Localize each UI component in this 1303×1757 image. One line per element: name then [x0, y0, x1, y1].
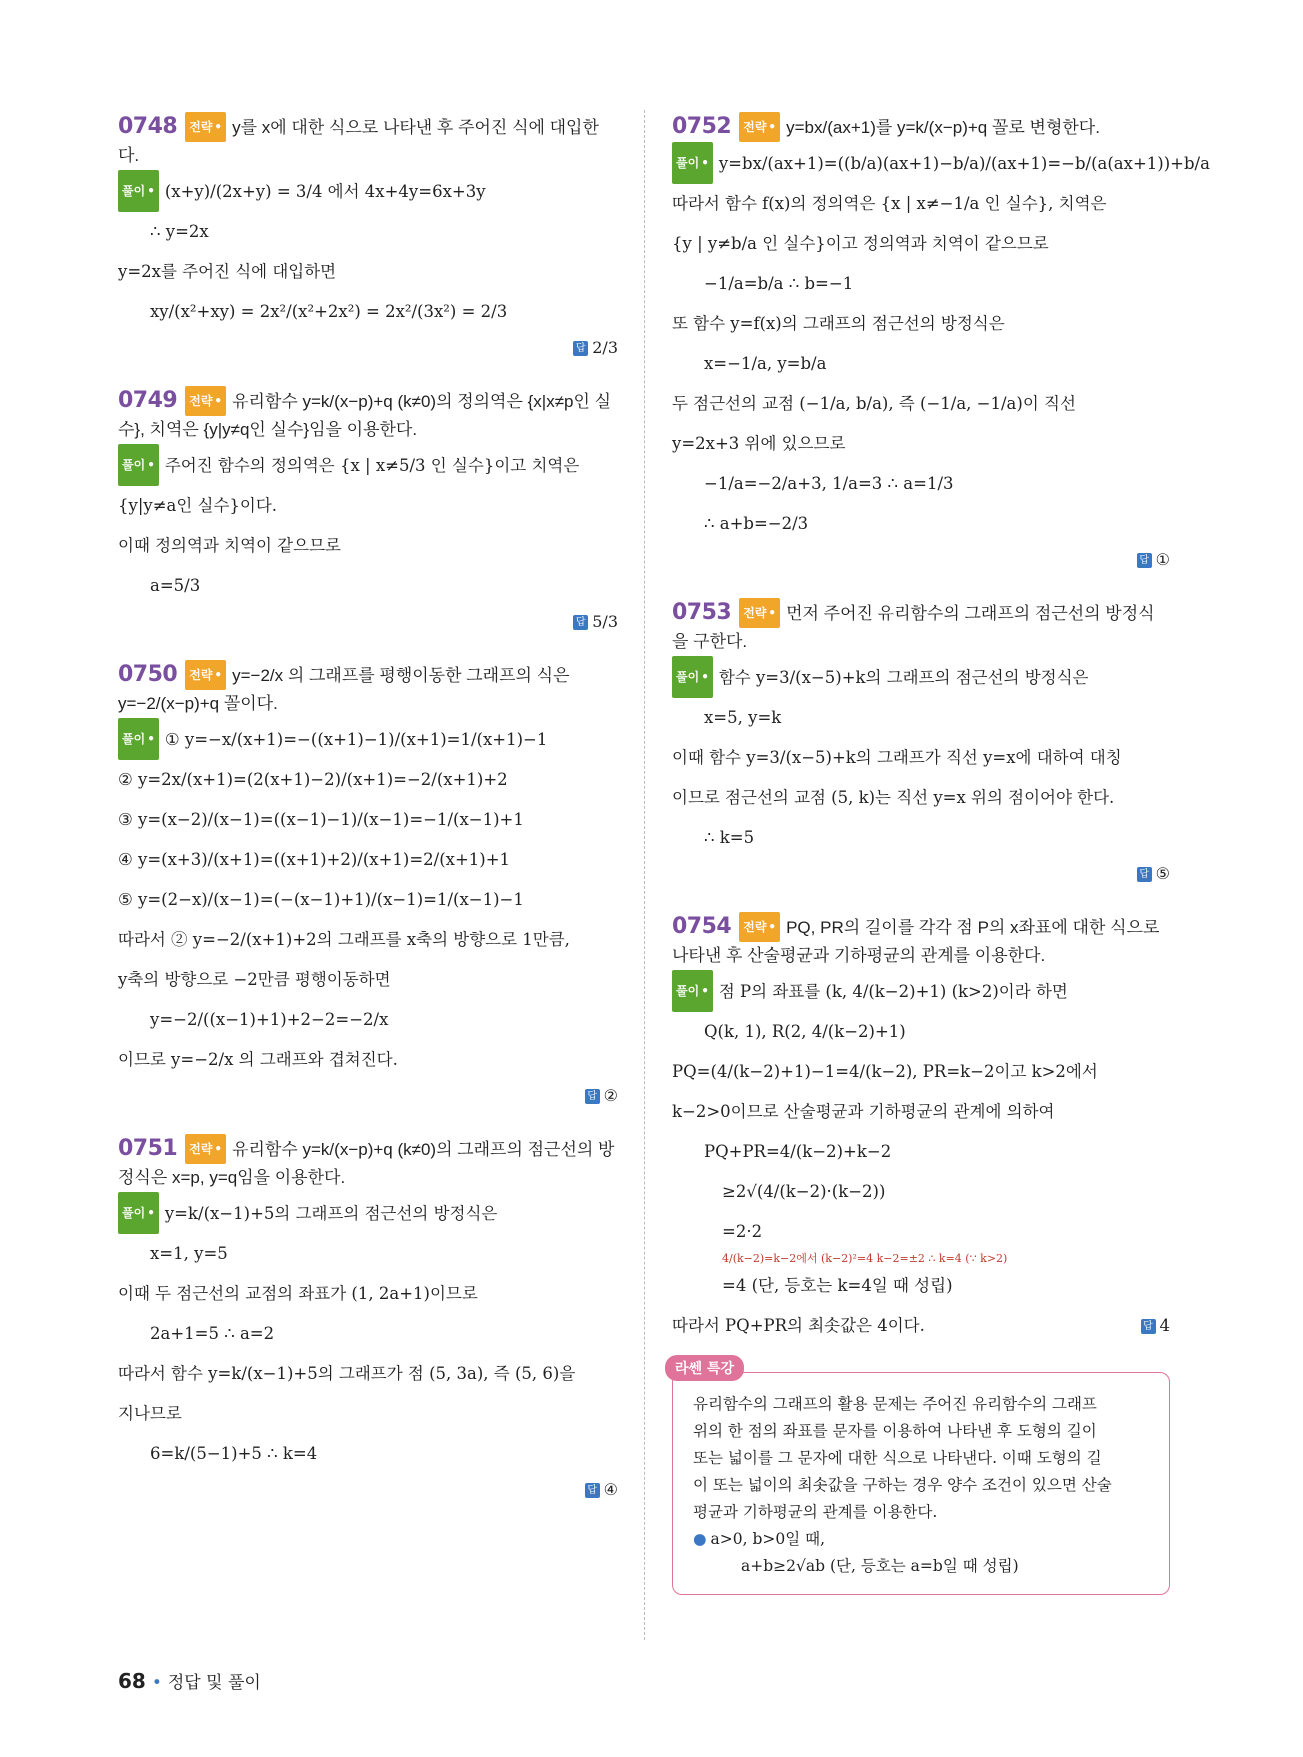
problem-number: 0751	[118, 1136, 178, 1161]
solution-line: y=2x를 주어진 식에 대입하면	[118, 262, 337, 281]
problem-0754	[672, 912, 1170, 1346]
answer	[118, 1474, 618, 1506]
solution-line: ⑤ y=(2−x)/(x−1)=(−(x−1)+1)/(x−1)=1/(x−1)−1	[118, 890, 524, 909]
solution-line: ∴ a+b=−2/3	[704, 514, 809, 533]
problem-0752	[672, 112, 1210, 576]
solution-tag: 풀이 •	[118, 718, 159, 760]
strategy-text: PQ, PR의 길이를 각각 점 P의 x좌표에 대한 식으로 나타낸 후 산술평균과 기하평균의 관계를 이용한다.	[672, 918, 1160, 965]
tip-line: 위의 한 점의 좌표를 문자를 이용하여 나타낸 후 도형의 길이	[693, 1422, 1097, 1440]
solution-line: y=bx/(ax+1)=((b/a)(ax+1)−b/a)/(ax+1)=−b/(a(ax+1))+b/a	[718, 154, 1210, 173]
strategy-tag: 전략 •	[739, 912, 780, 942]
solution-line: a=5/3	[150, 576, 201, 595]
solution-line: −1/a=b/a ∴ b=−1	[704, 274, 854, 293]
answer	[1141, 1306, 1171, 1346]
bullet-icon: ●	[693, 1530, 707, 1548]
tip-line: a+b≥2√ab (단, 등호는 a=b일 때 성립)	[741, 1557, 1019, 1575]
solution-line: 따라서 함수 f(x)의 정의역은 {x | x≠−1/a 인 실수}, 치역은	[672, 194, 1107, 213]
page-footer	[118, 1668, 261, 1693]
solution-line: 이때 두 점근선의 교점의 좌표가 (1, 2a+1)이므로	[118, 1284, 478, 1303]
strategy-text: y를 x에 대한 식으로 나타낸 후 주어진 식에 대입한다.	[118, 118, 599, 165]
solution-line: −1/a=−2/a+3, 1/a=3 ∴ a=1/3	[704, 474, 954, 493]
answer	[118, 1080, 618, 1112]
column-divider	[644, 110, 645, 1640]
solution-line: 따라서 함수 y=k/(x−1)+5의 그래프가 점 (5, 3a), 즉 (5, 6)을	[118, 1364, 576, 1383]
solution-line: xy/(x²+xy) = 2x²/(x²+2x²) = 2x²/(3x²) = 2/3	[150, 302, 508, 321]
solution-line: PQ+PR=4/(k−2)+k−2	[704, 1142, 892, 1161]
solution-line: 따라서 PQ+PR의 최솟값은 4이다.	[672, 1316, 925, 1335]
strategy-text: 유리함수 y=k/(x−p)+q (k≠0)의 그래프의 점근선의 방정식은 x=p, y=q임을 이용한다.	[118, 1140, 615, 1187]
solution-line: {y | y≠b/a 인 실수}이고 정의역과 치역이 같으므로	[672, 234, 1049, 253]
answer-value: 4	[1159, 1316, 1170, 1335]
solution-line: k−2>0이므로 산술평균과 기하평균의 관계에 의하여	[672, 1102, 1055, 1121]
dot-icon: •	[151, 1673, 162, 1693]
answer-value: 5/3	[592, 612, 618, 631]
solution-line: 이므로 점근선의 교점 (5, k)는 직선 y=x 위의 점이어야 한다.	[672, 788, 1115, 807]
solution-line: ∴ k=5	[704, 828, 755, 847]
solution-line: ① y=−x/(x+1)=−((x+1)−1)/(x+1)=1/(x+1)−1	[164, 730, 548, 749]
problem-number: 0750	[118, 662, 178, 687]
solution-line: 6=k/(5−1)+5 ∴ k=4	[150, 1444, 318, 1463]
solution-conclusion	[672, 1306, 1170, 1346]
solution-line: PQ=(4/(k−2)+1)−1=4/(k−2), PR=k−2이고 k>2에서	[672, 1062, 1098, 1081]
solution-line: 지나므로	[118, 1404, 182, 1423]
answer	[672, 544, 1170, 576]
solution-tag: 풀이 •	[672, 970, 713, 1012]
left-column	[118, 112, 618, 1528]
answer-icon: 답	[1137, 867, 1152, 882]
solution-line: 따라서 ② y=−2/(x+1)+2의 그래프를 x축의 방향으로 1만큼,	[118, 930, 570, 949]
solution-line: 함수 y=3/(x−5)+k의 그래프의 점근선의 방정식은	[718, 668, 1089, 687]
strategy-tag: 전략 •	[185, 660, 226, 690]
problem-0753	[672, 598, 1170, 890]
solution-line: 이때 함수 y=3/(x−5)+k의 그래프가 직선 y=x에 대하여 대칭	[672, 748, 1122, 767]
solution-tag: 풀이 •	[672, 142, 713, 184]
solution-line: y=k/(x−1)+5의 그래프의 점근선의 방정식은	[164, 1204, 498, 1223]
strategy-tag: 전략 •	[739, 598, 780, 628]
answer-icon: 답	[573, 341, 588, 356]
answer-icon: 답	[1137, 553, 1152, 568]
answer-value: ④	[603, 1480, 618, 1499]
problem-0750	[118, 660, 618, 1112]
solution-line: =4 (단, 등호는 k=4일 때 성립)	[722, 1276, 953, 1295]
answer-value: ②	[603, 1086, 618, 1105]
tip-line: 유리함수의 그래프의 활용 문제는 주어진 유리함수의 그래프	[693, 1395, 1097, 1413]
solution-line: 점 P의 좌표를 (k, 4/(k−2)+1) (k>2)이라 하면	[718, 982, 1068, 1001]
tip-line-text: a>0, b>0일 때,	[710, 1530, 826, 1548]
answer-icon: 답	[1141, 1319, 1156, 1334]
strategy-tag: 전략 •	[185, 386, 226, 416]
answer-value: 2/3	[592, 338, 618, 357]
solution-line: ② y=2x/(x+1)=(2(x+1)−2)/(x+1)=−2/(x+1)+2	[118, 770, 508, 789]
tip-line: 또는 넓이를 그 문자에 대한 식으로 나타낸다. 이때 도형의 길	[693, 1449, 1102, 1467]
problem-0751	[118, 1134, 618, 1506]
tip-line: 이 또는 넓이의 최솟값을 구하는 경우 양수 조건이 있으면 산술	[693, 1476, 1112, 1494]
tip-line: 평균과 기하평균의 관계를 이용한다.	[693, 1503, 938, 1521]
solution-line: x=5, y=k	[704, 708, 782, 727]
tip-box	[672, 1361, 1170, 1595]
tip-label: 라쎈 특강	[665, 1355, 744, 1381]
problem-number: 0749	[118, 388, 178, 413]
solution-line: 이므로 y=−2/x 의 그래프와 겹쳐진다.	[118, 1050, 398, 1069]
strategy-text: y=bx/(ax+1)를 y=k/(x−p)+q 꼴로 변형한다.	[786, 118, 1100, 137]
strategy-tag: 전략 •	[185, 112, 226, 142]
solution-line: ∴ y=2x	[150, 222, 209, 241]
solution-line: x=−1/a, y=b/a	[704, 354, 827, 373]
solution-line: y=−2/((x−1)+1)+2−2=−2/x	[150, 1010, 389, 1029]
side-note: 4/(k−2)=k−2에서 (k−2)²=4 k−2=±2 ∴ k=4 (∵ k>2)	[722, 1252, 1008, 1265]
solution-tag: 풀이 •	[118, 1192, 159, 1234]
answer-icon: 답	[585, 1483, 600, 1498]
solution-line: 또 함수 y=f(x)의 그래프의 점근선의 방정식은	[672, 314, 1005, 333]
solution-line: {y|y≠a인 실수}이다.	[118, 496, 278, 515]
problem-0748	[118, 112, 618, 364]
right-column	[672, 112, 1210, 1595]
solution-line: (x+y)/(2x+y) = 3/4 에서 4x+4y=6x+3y	[164, 182, 486, 201]
problem-number: 0748	[118, 114, 178, 139]
section-title: 정답 및 풀이	[167, 1673, 261, 1693]
solution-line: 주어진 함수의 정의역은 {x | x≠5/3 인 실수}이고 치역은	[164, 456, 580, 475]
solution-line: y축의 방향으로 −2만큼 평행이동하면	[118, 970, 391, 989]
strategy-tag: 전략 •	[185, 1134, 226, 1164]
answer	[118, 332, 618, 364]
solution-line: y=2x+3 위에 있으므로	[672, 434, 846, 453]
answer	[118, 606, 618, 638]
answer-icon: 답	[585, 1089, 600, 1104]
answer-icon: 답	[573, 615, 588, 630]
strategy-tag: 전략 •	[739, 112, 780, 142]
strategy-text: 먼저 주어진 유리함수의 그래프의 점근선의 방정식을 구한다.	[672, 604, 1155, 651]
problem-number: 0754	[672, 914, 732, 939]
solution-line: 이때 정의역과 치역이 같으므로	[118, 536, 341, 555]
solution-tag: 풀이 •	[672, 656, 713, 698]
solution-line: x=1, y=5	[150, 1244, 228, 1263]
solution-line: =2·2	[722, 1222, 763, 1241]
solution-line: 2a+1=5 ∴ a=2	[150, 1324, 275, 1343]
answer-value: ①	[1155, 550, 1170, 569]
strategy-text: y=−2/x 의 그래프를 평행이동한 그래프의 식은 y=−2/(x−p)+q 꼴이다.	[118, 666, 570, 713]
solution-tag: 풀이 •	[118, 170, 159, 212]
solution-tag: 풀이 •	[118, 444, 159, 486]
problem-0749	[118, 386, 618, 638]
strategy-text: 유리함수 y=k/(x−p)+q (k≠0)의 정의역은 {x|x≠p인 실수}, 치역은 {y|y≠q인 실수}임을 이용한다.	[118, 392, 612, 439]
solution-line: ④ y=(x+3)/(x+1)=((x+1)+2)/(x+1)=2/(x+1)+1	[118, 850, 511, 869]
solution-line: 두 점근선의 교점 (−1/a, b/a), 즉 (−1/a, −1/a)이 직선	[672, 394, 1076, 413]
problem-number: 0752	[672, 114, 732, 139]
answer	[672, 858, 1170, 890]
page-number: 68	[118, 1669, 146, 1693]
solution-line: ③ y=(x−2)/(x−1)=((x−1)−1)/(x−1)=−1/(x−1)+1	[118, 810, 524, 829]
answer-value: ⑤	[1155, 864, 1170, 883]
problem-number: 0753	[672, 600, 732, 625]
solution-line: Q(k, 1), R(2, 4/(k−2)+1)	[704, 1022, 906, 1041]
solution-line: ≥2√(4/(k−2)·(k−2))	[722, 1182, 886, 1201]
tip-line	[693, 1526, 1149, 1553]
